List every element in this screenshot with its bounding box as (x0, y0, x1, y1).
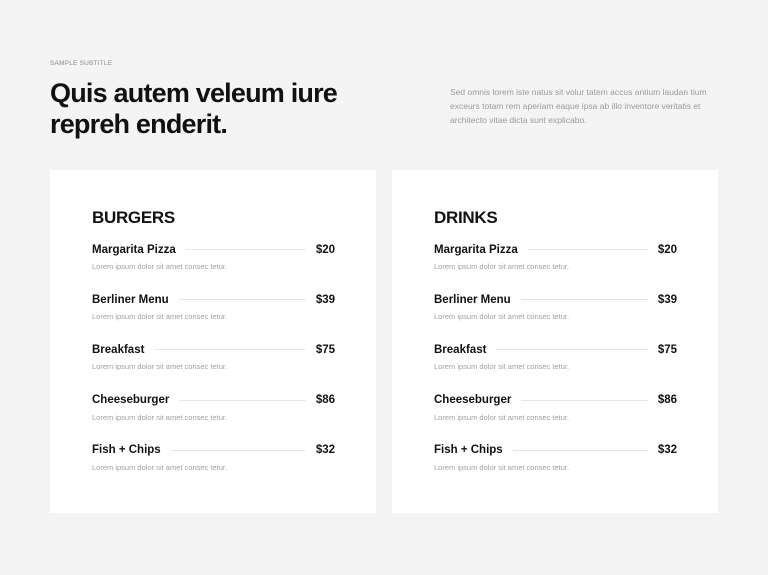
menu-item (92, 443, 335, 493)
menu-item-description: Lorem ipsum dolor sit amet consec tetur. (434, 262, 570, 271)
menu-item-price: $75 (315, 343, 335, 356)
menu-item-price: $39 (315, 293, 335, 306)
menu-item-list (434, 242, 677, 493)
menu-item-divider (186, 249, 306, 250)
menu-card-title: DRINKS (434, 208, 498, 227)
menu-item (92, 242, 335, 292)
menu-item-name: Fish + Chips (434, 444, 503, 457)
menu-item-price: $75 (657, 343, 677, 356)
menu-item (92, 292, 335, 342)
menu-item-name: Cheeseburger (434, 394, 512, 407)
menu-item (434, 292, 677, 342)
menu-card-burgers (50, 170, 376, 513)
menu-item-description: Lorem ipsum dolor sit amet consec tetur. (92, 262, 228, 271)
page-subtitle: SAMPLE SUBTITLE (50, 60, 113, 67)
menu-item (92, 342, 335, 392)
menu-item-name: Breakfast (434, 343, 487, 356)
menu-item-description: Lorem ipsum dolor sit amet consec tetur. (92, 462, 228, 472)
menu-item-price: $32 (657, 444, 677, 457)
menu-item (434, 342, 677, 392)
menu-item-name: Fish + Chips (92, 444, 161, 457)
page-header (50, 60, 718, 150)
menu-item-description: Lorem ipsum dolor sit amet consec tetur. (434, 362, 570, 372)
menu-item-description: Lorem ipsum dolor sit amet consec tetur. (92, 362, 228, 372)
menu-item-description: Lorem ipsum dolor sit amet consec tetur. (434, 412, 570, 422)
intro-text: Sed omnis lorem iste natus sit volur tatem accus antium laudan tium exceurs totam rem aperiam eaque ipsa ab illo inventore veritatis et architecto vitae dicta sunt explicabo. (450, 87, 707, 125)
menu-item-divider (171, 450, 306, 451)
menu-item-divider (154, 349, 305, 350)
page-title: Quis autem veleum iure repreh enderit. (50, 78, 338, 139)
menu-item-divider (496, 349, 647, 350)
menu-item-description: Lorem ipsum dolor sit amet consec tetur. (434, 312, 570, 322)
menu-card-drinks (392, 170, 718, 513)
menu-item-divider (179, 299, 306, 300)
menu-item-price: $86 (315, 394, 335, 407)
menu-item (92, 393, 335, 443)
menu-item-list (92, 242, 335, 493)
menu-item (434, 393, 677, 443)
menu-item-description: Lorem ipsum dolor sit amet consec tetur. (434, 462, 570, 472)
menu-item-price: $86 (657, 394, 677, 407)
menu-item-description: Lorem ipsum dolor sit amet consec tetur. (92, 412, 228, 422)
menu-item-description: Lorem ipsum dolor sit amet consec tetur. (92, 312, 228, 322)
menu-item-name: Cheeseburger (92, 394, 170, 407)
menu-item-price: $20 (315, 243, 335, 256)
menu-item-name: Berliner Menu (434, 293, 511, 306)
menu-item-divider (521, 299, 648, 300)
menu-item-name: Berliner Menu (92, 293, 169, 306)
menu-item-divider (513, 450, 648, 451)
menu-item-divider (528, 249, 648, 250)
menu-card-title: BURGERS (92, 208, 175, 227)
menu-item-name: Margarita Pizza (92, 243, 176, 256)
menu-item-price: $20 (657, 243, 677, 256)
menu-item-name: Breakfast (92, 343, 145, 356)
menu-item-divider (521, 400, 647, 401)
menu-item-name: Margarita Pizza (434, 243, 518, 256)
menu-item-price: $39 (657, 293, 677, 306)
menu-item-price: $32 (315, 444, 335, 457)
menu-item-divider (179, 400, 305, 401)
menu-item (434, 242, 677, 292)
menu-item (434, 443, 677, 493)
